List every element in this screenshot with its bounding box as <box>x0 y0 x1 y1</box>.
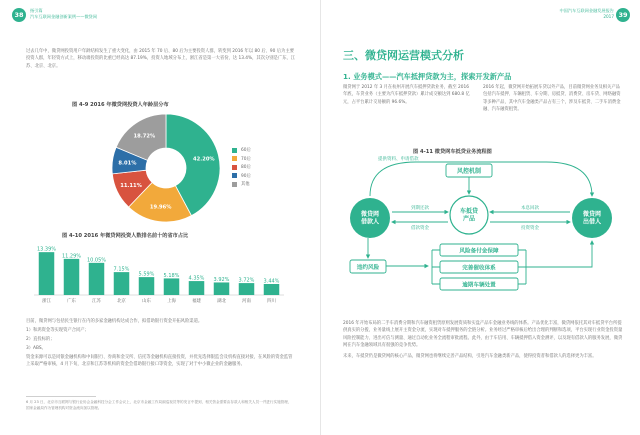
intro-paragraph <box>26 48 296 72</box>
investor-label: 微贷网出借人 <box>582 211 602 226</box>
protection-bracket <box>518 250 526 284</box>
bar <box>114 272 130 295</box>
bar <box>139 277 155 295</box>
bar-category-label: 四川 <box>267 299 276 304</box>
legend-item: 其他 <box>232 180 251 189</box>
pie-slice-label: 42.20% <box>193 156 215 163</box>
bar-value-label: 10.05% <box>86 257 107 264</box>
page-number: 39 <box>616 8 630 22</box>
body-paragraph: 2）直投标的； <box>26 336 55 342</box>
legend-swatch <box>232 165 237 170</box>
bar-category-label: 福建 <box>192 299 201 304</box>
bar-value-label: 3.92% <box>213 276 230 283</box>
pie-slice-label: 19.96% <box>149 204 172 211</box>
footnote-divider <box>26 396 96 397</box>
body-paragraph: 3）ABS。 <box>26 345 46 351</box>
bar <box>64 259 80 295</box>
pie-legend <box>232 146 251 189</box>
guarantee-label: 风险备付金保障 <box>459 248 499 255</box>
figure-4-11-title: 图 4-11 微贷网车抵贷业务流程图 <box>413 149 492 155</box>
business-flow-diagram <box>336 152 626 302</box>
column-right-text: 2016 年起，微贷网开始拓展车贷以外产品，目前微贷网业务及相关产品包括汽车抵押、车辆租赁、车分期、房抵贷、消费贷、房车贷、网络融资等多种产品，其中汽车金融类产品占有三个，涉及车抵贷、二手车消费金融、汽车融资租赁。 <box>483 85 621 113</box>
legend-item: 60后 <box>232 146 251 155</box>
pie-slice-label: 11.11% <box>120 183 142 190</box>
bar <box>39 252 55 295</box>
bar-category-label: 河南 <box>242 299 251 304</box>
pie-slice-label: 18.72% <box>133 133 156 140</box>
body-paragraph: 资金来源可以是同银金融机构和中间银行、券商和金交所、信托等金融机构直接投资，并优先选择银监会及机构直接对接，在风险的资金监管上采取严格审核，4 月下旬，北京和江苏等机构的资金会借助银行接口等资金，实现了对于中小微企业的金融服务。 <box>26 354 293 368</box>
bar-value-label: 4.35% <box>188 275 205 282</box>
header-line-1: 指引篇 <box>30 8 43 13</box>
bar-category-label: 浙江 <box>42 299 51 304</box>
pie-slice-label: 8.01% <box>118 160 137 167</box>
bar-category-label: 山东 <box>142 299 151 304</box>
intro-text: 过去几年中，微贷网投资用户年龄结构发生了重大变化，由 2015 年 70 后、80 后为主要投资人群，转变到 2016 年以 80 后、90 后为主要投资人群，年轻资方式上，移动端投资的比重已经高达 87.19%，投资人地域分布上，浙江省是第一大省份，达 13.4%，其次分别是广东、江苏、北京、北京。 <box>26 49 296 69</box>
running-header <box>560 8 614 20</box>
legend-swatch <box>232 156 237 161</box>
bar-value-label: 7.15% <box>113 266 130 273</box>
body-text <box>26 318 296 370</box>
disposal-label: 逾期车辆处置 <box>462 282 496 289</box>
bar-category-label: 江苏 <box>92 299 101 304</box>
header-line-2: 2017 <box>603 14 614 19</box>
bar-value-label: 3.72% <box>238 277 255 284</box>
protection-to-investor-arrow <box>526 241 592 267</box>
bar <box>214 282 230 295</box>
legend-swatch <box>232 173 237 178</box>
bar <box>239 283 255 295</box>
body-paragraph: 目前，微贷网与包括民生银行在内的多家金融机构达成合作，拟借助银行资金开拓风险渠道。 <box>26 319 203 324</box>
bar-value-label: 11.29% <box>61 253 82 260</box>
running-header <box>30 8 97 20</box>
collection-label: 完善催收体系 <box>462 265 496 272</box>
figure-4-9-title: 图 4-9 2016 年微贷网投资人年龄层分布 <box>72 102 169 108</box>
subsection-heading: 1. 业务模式——汽车抵押贷款为主，探索开发新产品 <box>343 72 512 81</box>
right-page <box>320 0 640 435</box>
legend-item: 70后 <box>232 155 251 164</box>
lender-label: 微贷网借款人 <box>360 211 380 226</box>
default-risk-label: 违约风险 <box>356 265 380 271</box>
bar-value-label: 13.39% <box>36 246 57 253</box>
bar <box>264 284 280 295</box>
header-line-2: 汽车互联网金融创新案例——微贷网 <box>30 14 98 19</box>
risk-control-label: 风控机制 <box>456 168 482 175</box>
bar-value-label: 3.44% <box>263 278 280 285</box>
legend-swatch <box>232 182 237 187</box>
legend-item: 80后 <box>232 163 251 172</box>
bar <box>89 263 105 295</box>
body-paragraph: 2016 年开始布局的二手车消费分期和汽车融资租赁原则发展资质和实盘产品车金融业务线的体系。产品优化丰富，微贷网依托其对车抵贷平台所提供真实的分拨，业务量线上展开主资金分流，实现对车抵押服务的全链分析。业务经过严格审核后给出合理的判断和选项，平台实现行业资金投资量风险控制能力、进出可信与测量、通过自动化业务全流程审批流程。此外，由于车信用、车辆抵押借入资金测评，以及现有借款人的服务发展，微贷网在汽车金融领域具有很强的竞争优势。 <box>343 321 623 349</box>
body-paragraph: 未来，车抵贷仍是微贷网的核心产品，微贷网也将继续完善产品结构，引进汽车金融类新产品，使得投资者和借款人的选择更为丰富。 <box>343 353 597 359</box>
legend-item: 90后 <box>232 172 251 181</box>
bar-chart <box>28 241 290 307</box>
figure-4-10-title: 图 4-10 2016 年微贷网投资人数排名前十的省市占比 <box>62 233 189 239</box>
repayment-label: 到期还款 <box>411 206 429 211</box>
page-number: 38 <box>12 8 26 22</box>
pie-chart <box>96 112 236 224</box>
footnote: 6 月 23 日，北京市互联网与银行业协会金融科技分会工作会议上，北京市金融工作局副巡视员等的发言中提到，相关资金需要由存款人和相关人员一并进行实施管理，国家金融局作为管理机构对资金流向加以管理。 <box>26 400 292 410</box>
bar-value-label: 5.59% <box>138 271 155 278</box>
measures-bracket-ticks <box>432 250 440 284</box>
bar-category-label: 广东 <box>67 299 76 304</box>
top-arc-label: 提供资料、申请借款 <box>378 157 419 162</box>
column-left-text: 微贷网于 2012 年 3 月在杭州开展汽车抵押贷款业务，截至 2016 年底，车贷业务（主要为汽车抵押贷款）累计成交额达到 680.8 亿元，占平台累计交易额的 96.6%。 <box>343 85 470 105</box>
bar <box>189 281 205 295</box>
investment-funds-label: 投资资金 <box>521 226 539 231</box>
section-heading: 三、微贷网运营模式分析 <box>343 49 464 62</box>
principal-return-label: 本息回款 <box>521 206 539 211</box>
bar-value-label: 5.18% <box>163 272 180 279</box>
bar-category-label: 湖北 <box>217 299 226 304</box>
header-line-1: 中国汽车互联网金融发展报告 <box>559 8 614 13</box>
legend-swatch <box>232 148 237 153</box>
body-text <box>343 320 623 362</box>
bar-category-label: 上海 <box>167 299 176 304</box>
bar-category-label: 北京 <box>117 299 126 304</box>
bar <box>164 278 180 295</box>
loan-funds-label: 借款资金 <box>411 226 429 231</box>
body-paragraph: 1）和鸿资金等实现资产合同产； <box>26 327 89 333</box>
center-product-label: 车抵贷产品 <box>459 208 479 223</box>
